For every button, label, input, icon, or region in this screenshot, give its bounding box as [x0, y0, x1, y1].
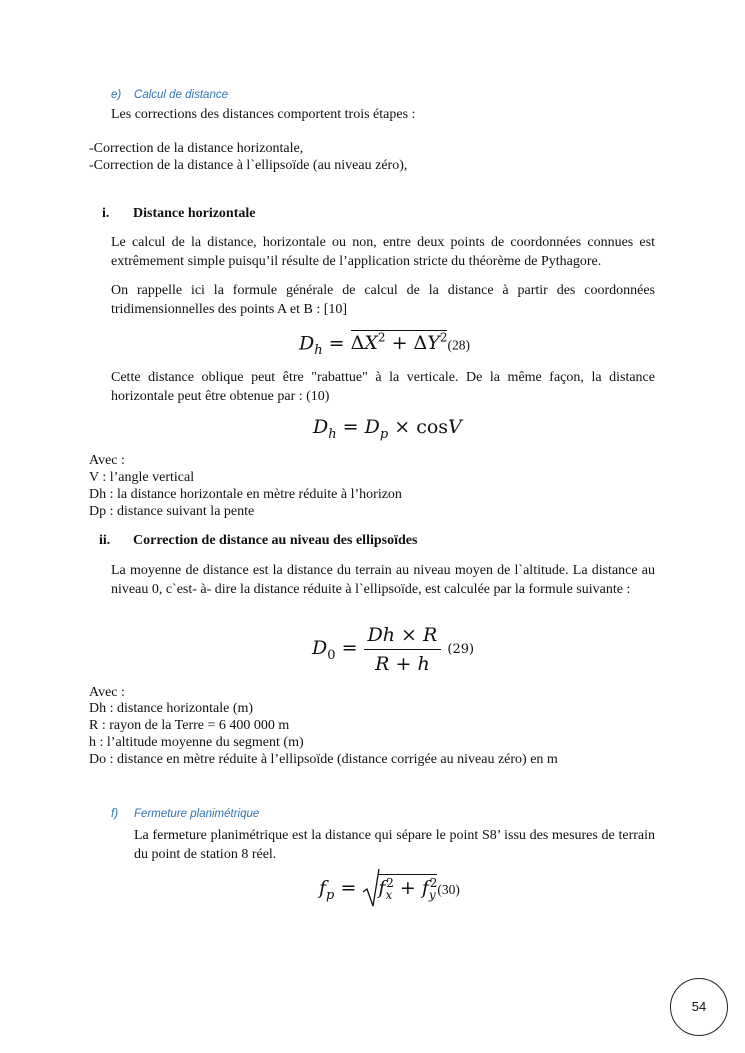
section-e-marker: e) [111, 89, 122, 101]
paragraph: Le calcul de la distance, horizontale ou non, entre deux points de coordonnées connues est extrêmement simple puisqu’il résulte de l’application stricte du théorème de Pythagore. [111, 235, 655, 269]
paragraph: La fermeture planimétrique est la distance qui sépare le point S8’ issu des mesures de terrain du point de station 8 réel. [134, 828, 655, 862]
equation-30: $f_p = f_x^2 + f_y^2(30)$ [319, 868, 460, 908]
page-number: 54 [670, 978, 728, 1036]
definition-item: h : l’altitude moyenne du segment (m) [89, 735, 304, 750]
section-e-intro: Les corrections des distances comportent trois étapes : [111, 107, 416, 122]
definition-item: Dh : distance horizontale (m) [89, 701, 254, 716]
list-item: -Correction de la distance à l`ellipsoïde (au niveau zéro), [89, 158, 408, 173]
sub-ii-marker: ii. [99, 533, 111, 548]
section-e-title: Calcul de distance [134, 89, 228, 101]
section-f-marker: f) [111, 808, 119, 820]
sub-i-heading [102, 206, 256, 222]
paragraph: La moyenne de distance est la distance du terrain au niveau moyen de l`altitude. La distance au niveau 0, c`est- à- dire la distance réduite à l`ellipsoïde, est calculée par la formule suivante : [111, 563, 655, 597]
equation-number: (30) [437, 882, 460, 897]
sub-i-marker: i. [102, 206, 110, 221]
definition-item: R : rayon de la Terre = 6 400 000 m [89, 718, 290, 733]
section-f-heading [111, 808, 259, 820]
avec-label: Avec : [89, 685, 125, 700]
sub-ii-heading [99, 533, 418, 549]
avec-label: Avec : [89, 453, 125, 468]
sub-ii-title: Correction de distance au niveau des ellipsoïdes [133, 533, 418, 548]
equation-dh-cos: $D_h = D_p \times \cos V$ [313, 416, 462, 442]
section-e-heading [111, 89, 228, 101]
list-item: -Correction de la distance horizontale, [89, 141, 304, 156]
equation-29: $D_0$ = $\frac{Dh \times R}{R + h}$ (29) [312, 624, 475, 675]
definition-item: Dh : la distance horizontale en mètre réduite à l’horizon [89, 487, 402, 502]
paragraph: On rappelle ici la formule générale de calcul de la distance à partir des coordonnées tridimensionnelles des points A et B : [10] [111, 283, 655, 317]
sub-i-title: Distance horizontale [133, 206, 256, 221]
equation-number: (29) [447, 642, 475, 657]
definition-item: Dp : distance suivant la pente [89, 504, 255, 519]
paragraph: Cette distance oblique peut être "rabattue" à la verticale. De la même façon, la distance horizontale peut être obtenue par : (10) [111, 370, 655, 404]
equation-28: $D_h = \Delta X^2 + \Delta Y^2(28)$ [299, 331, 470, 359]
section-f-title: Fermeture planimétrique [134, 808, 260, 820]
definition-item: Do : distance en mètre réduite à l’ellipsoïde (distance corrigée au niveau zéro) en m [89, 752, 558, 767]
definition-item: V : l’angle vertical [89, 470, 195, 485]
equation-number: (28) [447, 337, 470, 353]
